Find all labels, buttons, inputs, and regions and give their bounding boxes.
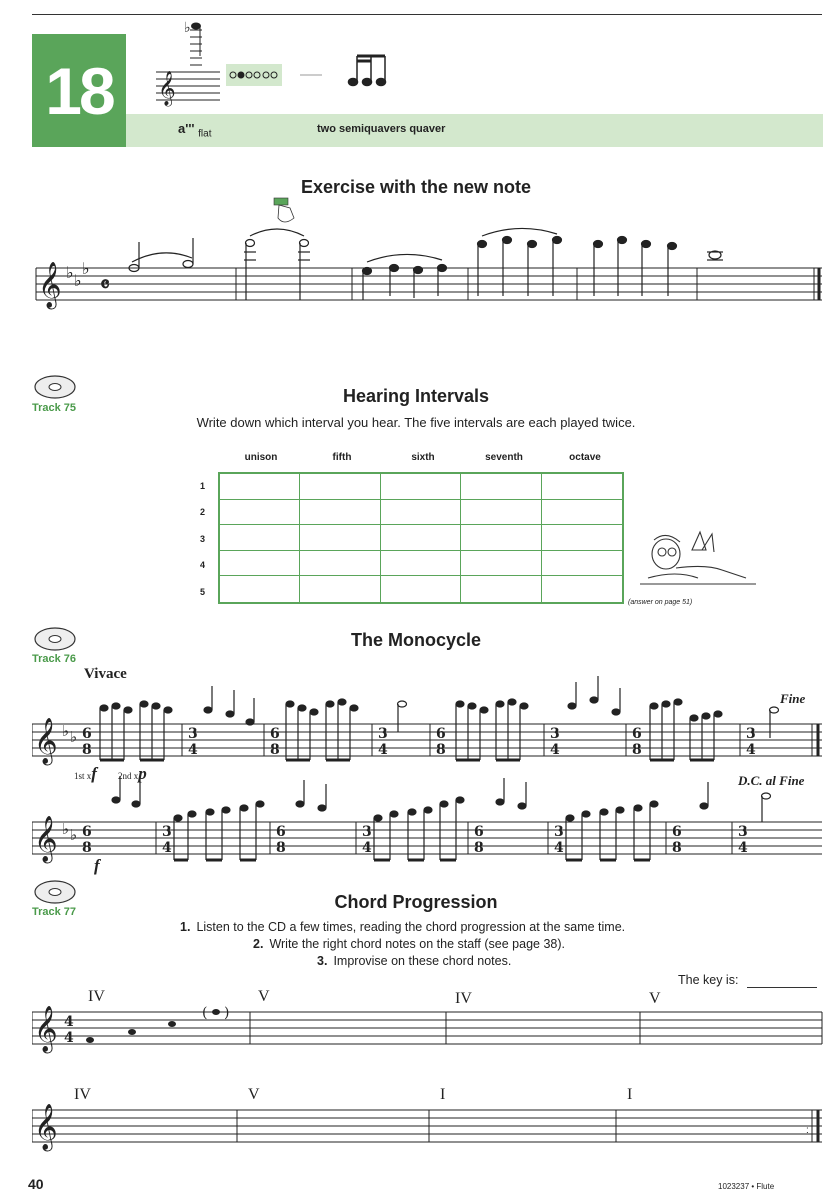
answer-cell[interactable] [381, 474, 461, 500]
svg-text:3: 3 [362, 824, 372, 840]
svg-text:8: 8 [436, 742, 446, 758]
track-label: Track 75 [32, 402, 77, 414]
column-header: octave [569, 452, 601, 463]
svg-text::: : [806, 1125, 809, 1136]
chord-symbol: I [627, 1086, 633, 1103]
svg-text:8: 8 [276, 840, 286, 856]
row-number: 5 [200, 587, 206, 597]
chord-symbol: IV [74, 1086, 91, 1103]
svg-text:6: 6 [270, 726, 280, 742]
svg-text:8: 8 [672, 840, 682, 856]
svg-text:(: ( [202, 1005, 208, 1021]
answer-cell[interactable] [461, 525, 541, 551]
svg-text:𝄞: 𝄞 [158, 71, 176, 106]
exercise-staff [32, 196, 826, 328]
rhythm-name: two semiquavers quaver [317, 123, 446, 135]
svg-text:𝄞: 𝄞 [34, 1006, 58, 1052]
svg-text:4: 4 [550, 742, 560, 758]
instruction-step: 3. Improvise on these chord notes. [317, 954, 512, 968]
svg-text:3: 3 [550, 726, 560, 742]
hearing-intervals-title: Hearing Intervals [342, 386, 490, 406]
chord-progression-staves [32, 996, 826, 1166]
column-header: unison [244, 452, 278, 463]
tempo-marking: Vivace [84, 666, 127, 682]
svg-text:8: 8 [474, 840, 484, 856]
chord-symbol: V [248, 1086, 260, 1103]
fine-marking: Fine [780, 691, 806, 706]
column-header: fifth [332, 452, 352, 463]
answer-cell[interactable] [300, 474, 380, 500]
dynamic-second-time: 2nd xp [118, 764, 147, 783]
dynamic-first-time: 1st xf [74, 764, 97, 783]
header-band [126, 114, 823, 147]
svg-text:8: 8 [270, 742, 280, 758]
svg-text:6: 6 [82, 726, 92, 742]
svg-text:𝄞: 𝄞 [34, 816, 58, 862]
monocycle-title: The Monocycle [350, 630, 482, 650]
svg-text:4: 4 [188, 742, 198, 758]
svg-text:3: 3 [738, 824, 748, 840]
answer-cell[interactable] [542, 525, 622, 551]
answer-cell[interactable] [220, 500, 300, 526]
svg-text:𝄞: 𝄞 [34, 718, 58, 764]
svg-text:♭: ♭ [70, 827, 78, 844]
hand-pointer-icon [274, 198, 294, 222]
exercise-title: Exercise with the new note [300, 177, 532, 197]
answer-cell[interactable] [300, 551, 380, 577]
chord-progression-title: Chord Progression [334, 892, 498, 912]
answer-cell[interactable] [220, 525, 300, 551]
answer-cell[interactable] [461, 576, 541, 602]
track-label: Track 76 [32, 653, 77, 665]
monocycle-staves [32, 676, 826, 876]
row-number: 3 [200, 534, 206, 544]
svg-text:♭: ♭ [70, 729, 78, 746]
svg-text:𝄴: 𝄴 [100, 272, 110, 298]
svg-text:3: 3 [554, 824, 564, 840]
svg-text:4: 4 [162, 840, 172, 856]
svg-text:4: 4 [362, 840, 372, 856]
answer-cell[interactable] [381, 525, 461, 551]
dynamic-forte: f [94, 856, 100, 875]
answer-cell[interactable] [542, 500, 622, 526]
svg-text:4: 4 [64, 1030, 74, 1046]
answer-cell[interactable] [381, 500, 461, 526]
svg-text:♭: ♭ [74, 273, 82, 290]
row-number: 1 [200, 481, 206, 491]
answer-cell[interactable] [220, 576, 300, 602]
svg-text:𝄞: 𝄞 [34, 1104, 58, 1150]
listening-man-illustration [636, 528, 760, 592]
key-answer-line[interactable] [747, 987, 817, 988]
answer-cell[interactable] [381, 551, 461, 577]
track-label: Track 77 [32, 906, 77, 918]
svg-text:𝄞: 𝄞 [38, 262, 62, 308]
svg-text:): ) [224, 1005, 230, 1021]
svg-text:8: 8 [82, 840, 92, 856]
catalog-footer: 1023237 • Flute [718, 1182, 775, 1191]
answer-cell[interactable] [220, 551, 300, 577]
answer-cell[interactable] [300, 525, 380, 551]
column-header: seventh [485, 452, 523, 463]
svg-text:♭: ♭ [184, 19, 191, 35]
answer-cell[interactable] [300, 576, 380, 602]
svg-text:♭: ♭ [62, 723, 70, 740]
chord-symbol: V [258, 988, 270, 1005]
row-number: 4 [200, 560, 206, 570]
answer-cell[interactable] [220, 474, 300, 500]
note-suffix: flat [198, 128, 212, 140]
svg-text:3: 3 [378, 726, 388, 742]
svg-text:♭: ♭ [82, 261, 90, 278]
answer-cell[interactable] [381, 576, 461, 602]
interval-answer-grid [218, 472, 624, 604]
chord-symbol: IV [455, 990, 472, 1007]
dc-al-fine-marking: D.C. al Fine [738, 773, 805, 788]
top-rule [32, 14, 822, 15]
svg-text:4: 4 [378, 742, 388, 758]
chord-symbol: V [649, 990, 661, 1007]
chord-symbol: I [440, 1086, 446, 1103]
answer-cell[interactable] [300, 500, 380, 526]
svg-text:8: 8 [82, 742, 92, 758]
answer-reference: (answer on page 51) [628, 599, 693, 606]
svg-text:4: 4 [738, 840, 748, 856]
svg-text:4: 4 [64, 1014, 74, 1030]
svg-text:6: 6 [82, 824, 92, 840]
svg-text:4: 4 [746, 742, 756, 758]
svg-text:6: 6 [672, 824, 682, 840]
note-name: a''' $_{flat}$ [178, 121, 212, 140]
svg-text:6: 6 [436, 726, 446, 742]
instruction-step: 2. Write the right chord notes on the staff (see page 38). [253, 937, 565, 951]
row-number: 2 [200, 507, 206, 517]
svg-text:3: 3 [746, 726, 756, 742]
answer-cell[interactable] [461, 500, 541, 526]
instruction-step: 1. Listen to the CD a few times, reading the chord progression at the same time. [180, 920, 626, 934]
svg-text:6: 6 [276, 824, 286, 840]
hearing-intervals-instruction: Write down which interval you hear. The five intervals are each played twice. [196, 415, 636, 430]
new-note-notation [150, 16, 410, 112]
answer-cell[interactable] [461, 474, 541, 500]
answer-cell[interactable] [542, 551, 622, 577]
answer-cell[interactable] [461, 551, 541, 577]
svg-text:6: 6 [474, 824, 484, 840]
answer-cell[interactable] [542, 576, 622, 602]
lesson-number: 18 [32, 34, 126, 147]
svg-text:3: 3 [188, 726, 198, 742]
key-label: The key is: [678, 973, 739, 987]
svg-text:8: 8 [632, 742, 642, 758]
svg-text:♭: ♭ [66, 265, 74, 282]
column-header: sixth [411, 452, 435, 463]
page-number: 40 [28, 1176, 44, 1192]
svg-text:6: 6 [632, 726, 642, 742]
svg-text:♭: ♭ [62, 821, 70, 838]
chord-symbol: IV [88, 988, 105, 1005]
svg-text:4: 4 [554, 840, 564, 856]
answer-cell[interactable] [542, 474, 622, 500]
svg-text:3: 3 [162, 824, 172, 840]
